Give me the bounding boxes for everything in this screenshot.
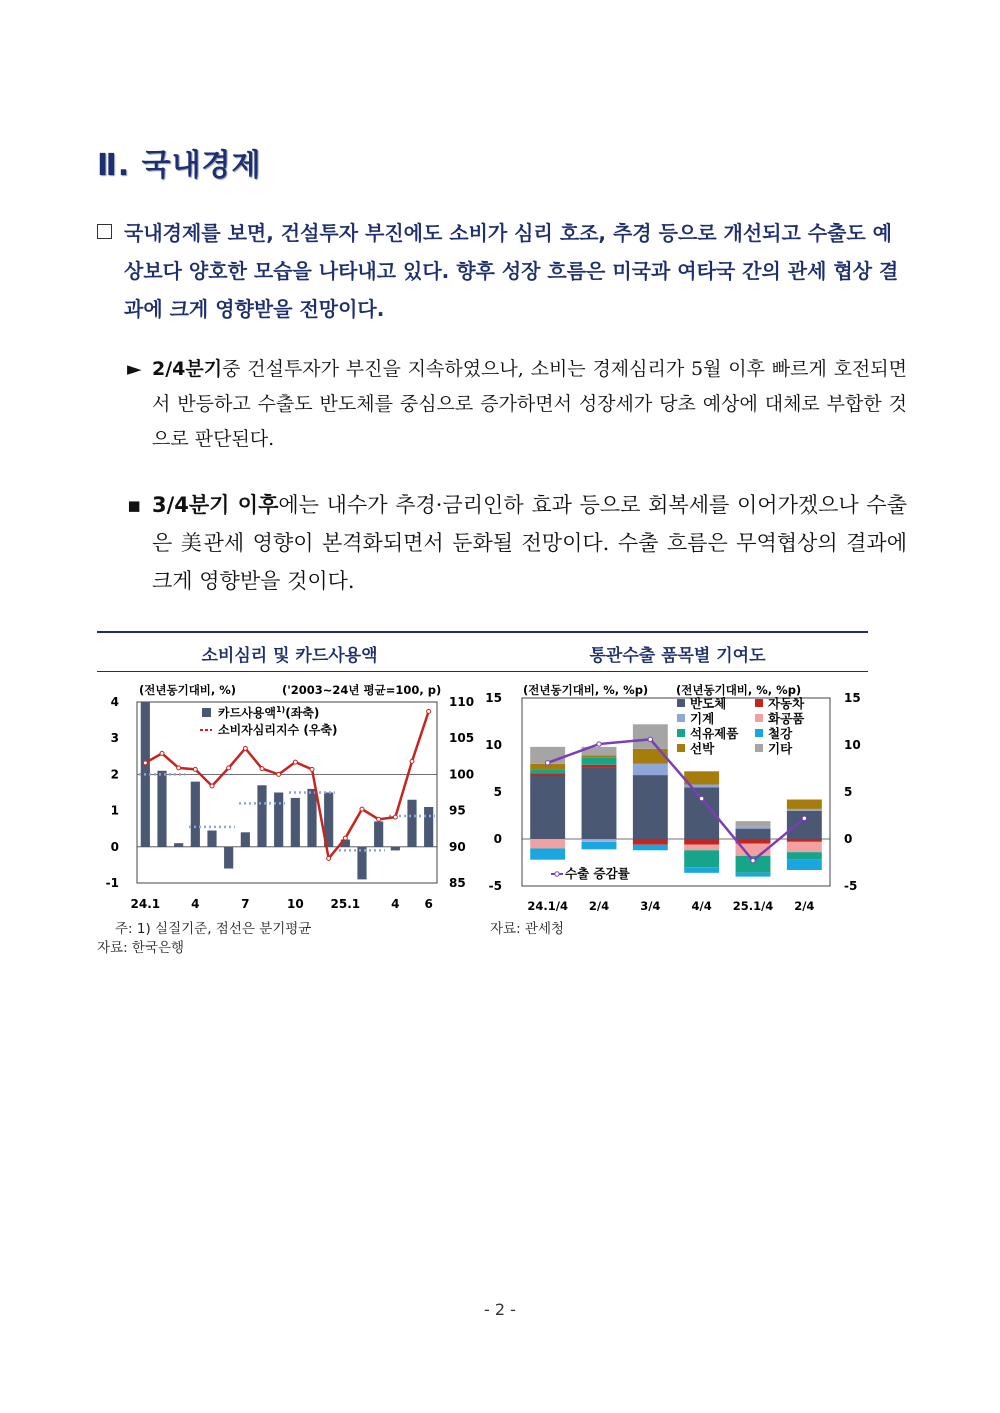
chart2-ytick-left: -5 [488,879,502,893]
charts-top-rule [97,631,868,633]
chart2-bar-segment [684,771,719,784]
page-number: - 2 - [484,1300,516,1319]
chart2-bar-segment [787,809,822,811]
section-title: Ⅱ. 국내경제 [97,148,262,183]
chart1-sentiment-point [260,767,264,771]
chart1-bar [174,843,183,847]
chart1-ytick-right: 95 [449,803,466,818]
chart2-xtick: 2/4 [794,899,815,913]
chart2-bar-segment [530,848,565,859]
chart2-bar-segment [530,776,565,839]
triangle-bullet-icon: ► [127,358,142,380]
chart2-xtick: 3/4 [640,899,661,913]
bullet-1-text: 중 건설투자가 부진을 지속하였으나, 소비는 경제심리가 5월 이후 빠르게 호전되면서 반등하고 수출도 반도체를 중심으로 증가하면서 성장세가 당초 예상에 대체로 부합한 것으로 판단된다. [152,358,907,450]
bullet-paragraph-1 [127,352,907,457]
chart2-legend-swatch [677,714,685,722]
chart1-sentiment-point [327,856,331,860]
chart1-ytick-right: 100 [449,767,475,782]
chart1-ytick-left: 3 [110,731,119,746]
chart1-ytick-left: 2 [110,767,119,782]
chart1-title: 소비심리 및 카드사용액 [201,646,378,666]
chart1-sentiment-point [377,817,381,821]
chart2-legend-label: 기계 [690,711,715,726]
chart1-bar [391,847,400,851]
chart1-sentiment-point [293,760,297,764]
chart1-left-unit: (전년동기대비, %) [139,683,237,697]
bullet-1-heading: 2/4분기 [152,358,223,380]
chart2-bar-segment [582,757,617,765]
chart1-bar [191,782,200,847]
chart2-xtick: 4/4 [691,899,712,913]
chart1-bar [424,807,433,847]
chart2-legend-swatch [677,699,685,707]
chart2-source: 자료: 관세청 [490,921,565,937]
chart2-ytick-left: 5 [493,785,502,799]
chart2-bar-segment [633,775,668,839]
chart1-footnote: 주: 1) 실질기준, 점선은 분기평균 [115,921,312,937]
chart1-legend-line: 소비자심리지수 (우축) [218,723,338,737]
lead-text: 국내경제를 보면, 건설투자 부진에도 소비가 심리 호조, 추경 등으로 개선되고 수출도 예상보다 양호한 모습을 나타내고 있다. 향후 성장 흐름은 미국과 여타국 간의 관세 협상 결과에 크게 영향받을 전망이다. [124,221,899,321]
chart2-ytick-right: 10 [844,738,861,752]
chart2-bar-segment [787,811,822,839]
chart1-card-sentiment [97,678,482,913]
chart2-bar-segment [582,755,617,757]
chart2-bar-segment [633,839,668,845]
chart1-xtick: 10 [286,897,304,911]
chart1-bar [241,832,250,846]
chart2-legend-line-marker [555,872,559,876]
chart2-bar-segment [530,839,565,848]
chart1-ytick-left: 4 [110,695,119,709]
chart2-bar-segment [787,852,822,860]
chart2-bar-segment [684,839,719,845]
chart1-sentiment-point [393,815,397,819]
chart1-sentiment-point [277,772,281,776]
chart2-bar-segment [633,845,668,851]
chart2-ytick-right: 15 [844,691,861,705]
chart1-bar [257,785,266,847]
chart2-bar-segment [736,839,771,844]
chart2-bar-segment [787,800,822,809]
chart2-bar-segment [787,842,822,852]
chart1-xtick: 6 [424,897,433,911]
chart2-bar-segment [582,768,617,839]
chart2-bar-segment [787,860,822,870]
chart2-bar-segment [787,839,822,842]
chart1-sentiment-point [343,836,347,840]
chart1-ytick-left: 0 [110,839,119,854]
chart2-bar-segment [736,829,771,839]
chart1-xtick: 4 [191,897,200,911]
chart2-ytick-right: 5 [844,785,853,799]
chart2-legend-label: 선박 [690,741,715,756]
chart1-xtick: 4 [391,897,400,911]
chart2-legend-swatch [677,744,685,752]
chart2-bar-segment [530,773,565,776]
bullet-2-text: 에는 내수가 추경·금리인하 효과 등으로 회복세를 이어가겠으나 수출은 美관세 영향이 본격화되면서 둔화될 전망이다. 수출 흐름은 무역협상의 결과에 크게 영향받을 것이다. [152,493,907,593]
chart2-bar-segment [684,845,719,851]
chart1-bar [291,798,300,847]
chart2-title: 통관수출 품목별 기여도 [589,646,766,666]
chart1-ytick-right: 90 [449,839,466,854]
chart1-sentiment-point [227,766,231,770]
chart2-legend-label: 철강 [768,726,793,741]
chart2-bar-segment [530,769,565,773]
chart1-ytick-left: 1 [110,803,119,818]
chart2-ytick-right: -5 [844,879,858,893]
chart2-export-point [545,761,549,765]
chart1-ytick-right: 105 [449,731,475,746]
chart2-bar-segment [633,749,668,764]
svg-text:카드사용액1)(좌축) [218,705,319,720]
chart1-xtick: 7 [241,897,250,911]
chart1-sentiment-point [177,766,181,770]
chart1-bar [374,821,383,846]
chart1-bar [357,847,366,880]
chart2-legend-swatch [677,729,685,737]
chart1-sentiment-point [410,759,414,763]
chart1-sentiment-point [210,784,214,788]
chart2-bar-segment [684,850,719,867]
chart1-sentiment-point [143,761,147,765]
chart2-export-point [699,796,703,800]
chart2-bar-segment [633,724,668,748]
chart2-legend-swatch [755,714,763,722]
chart2-export-point [648,737,652,741]
chart2-legend-line-label: 수출 증감률 [565,866,630,881]
chart1-ytick-right: 110 [449,695,475,709]
chart2-legend-label: 화공품 [768,711,805,726]
square-bullet-icon: ▪ [127,493,142,517]
chart1-source: 자료: 한국은행 [97,940,185,956]
bullet-2-heading: 3/4분기 이후 [152,493,279,517]
chart1-sentiment-point [193,767,197,771]
chart2-bar-segment [582,765,617,768]
chart1-legend-bar-swatch [202,708,211,717]
chart2-right-unit: (전년동기대비, %, %p) [676,683,802,697]
chart1-bar [224,847,233,869]
chart2-left-unit: (전년동기대비, %, %p) [523,683,649,697]
chart2-ytick-left: 10 [485,738,502,752]
chart1-sentiment-point [243,746,247,750]
chart1-sentiment-point [310,767,314,771]
chart2-bar-segment [582,842,617,850]
chart1-sentiment-point [427,709,431,713]
chart2-legend-swatch [755,729,763,737]
chart2-legend-label: 자동차 [768,696,805,711]
chart1-xtick: 24.1 [130,897,161,911]
chart1-legend-bar-suffix: (좌축) [285,706,320,720]
chart2-legend-label: 석유제품 [690,726,739,741]
chart1-sentiment-point [360,807,364,811]
chart2-bar-segment [736,873,771,877]
chart2-xtick: 2/4 [588,899,610,913]
chart1-legend-bar-sup: 1) [275,705,286,714]
chart2-bar-segment [684,867,719,873]
chart2-ytick-right: 0 [844,832,853,846]
charts-sub-rule [97,671,868,672]
chart2-bar-segment [582,841,617,842]
chart1-bar [207,831,216,847]
chart2-bar-segment [633,764,668,775]
chart1-ytick-left: -1 [105,876,119,890]
chart2-legend-swatch [755,744,763,752]
chart2-ytick-left: 0 [493,832,502,846]
chart2-bar-segment [582,839,617,841]
chart2-export-point [751,858,755,862]
chart1-bar [307,789,316,847]
chart1-ytick-right: 85 [449,876,466,890]
chart1-bar [274,793,283,847]
chart2-export-point [802,816,806,820]
chart2-xtick: 25.1/4 [732,899,774,913]
chart2-ytick-left: 15 [485,691,502,705]
checkbox-icon [97,224,112,239]
chart2-bar-segment [736,827,771,829]
chart1-xtick: 25.1 [330,897,361,911]
chart2-legend-swatch [755,699,763,707]
chart2-xtick: 24.1/4 [527,899,568,913]
lead-paragraph [97,214,907,328]
chart2-export-point [597,742,601,746]
chart1-right-unit: ('2003~24년 평균=100, p) [282,683,442,697]
chart2-export-contribution [485,678,870,913]
bullet-paragraph-2 [127,486,907,600]
chart2-bar-segment [736,821,771,827]
chart1-legend-bar: 카드사용액 [218,706,276,720]
chart1-sentiment-point [160,751,164,755]
chart1-bar [407,800,416,847]
chart1-bar [157,771,166,847]
chart2-legend-label: 기타 [768,741,793,756]
chart2-legend-label: 반도체 [690,696,727,711]
